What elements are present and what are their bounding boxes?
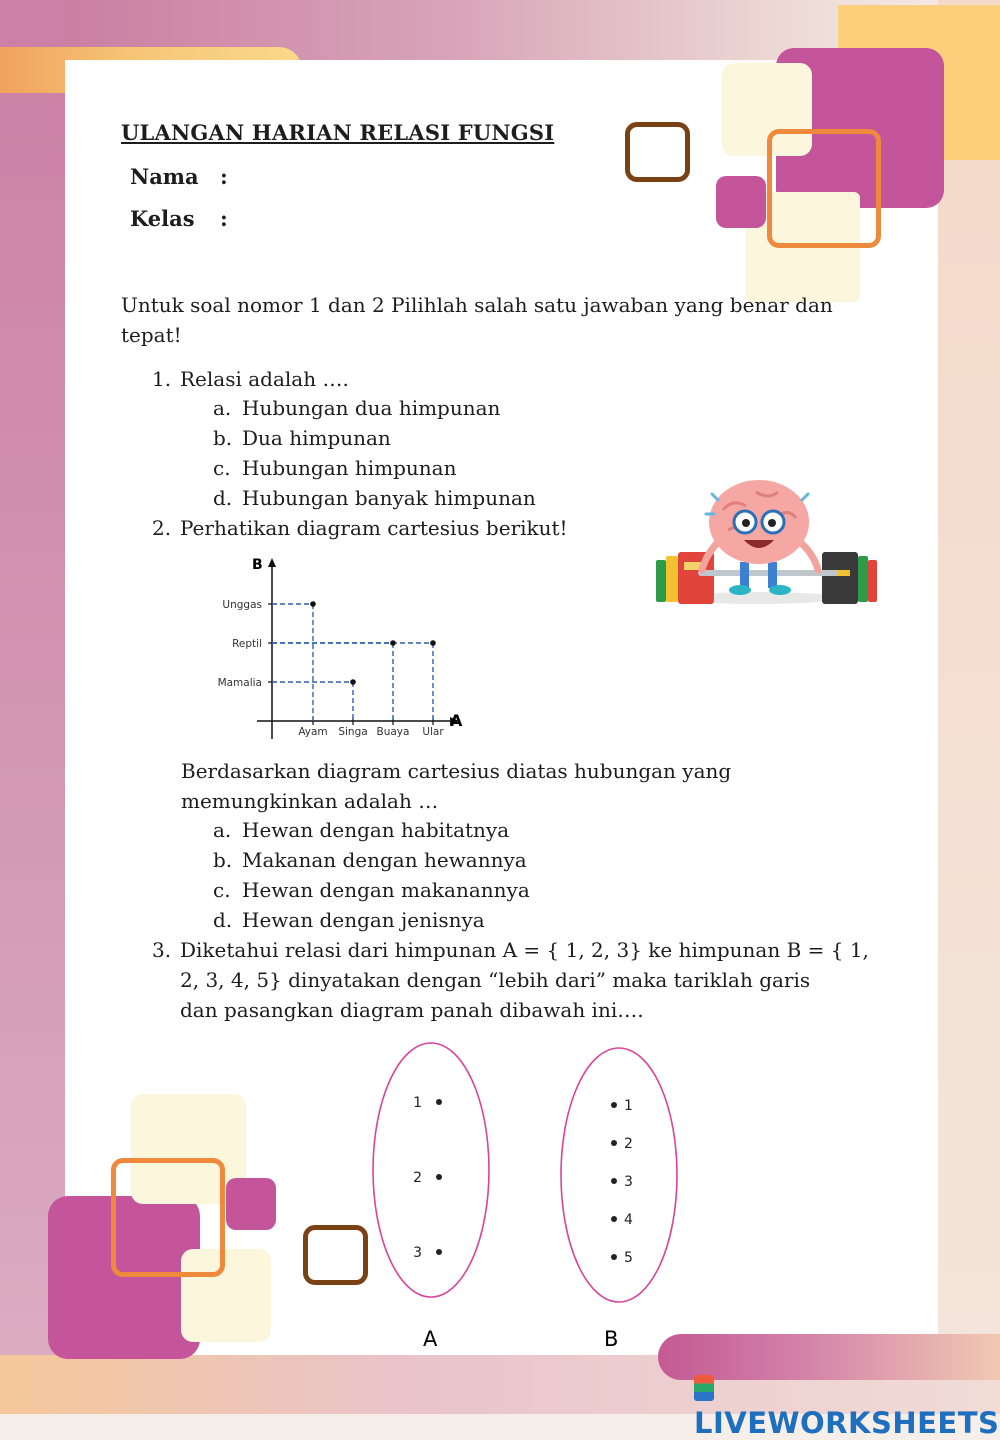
question-text: 2, 3, 4, 5} dinyatakan dengan “lebih dari” maka tariklah garis	[180, 968, 811, 992]
set-a-ellipse	[373, 1043, 489, 1297]
set-b-dot[interactable]	[611, 1140, 617, 1146]
option-text: Hubungan banyak himpunan	[242, 486, 536, 510]
decor-magenta-small-square	[716, 176, 766, 228]
question-2-followup	[181, 756, 731, 816]
option-text: Hewan dengan habitatnya	[242, 818, 510, 842]
set-a-dot[interactable]	[436, 1099, 442, 1105]
instruction-line: tepat!	[121, 323, 182, 347]
option-a[interactable]	[213, 393, 536, 423]
set-a-label: A	[423, 1327, 438, 1351]
class-colon: :	[220, 206, 228, 231]
data-point	[390, 640, 396, 646]
decor-magenta-small-square	[226, 1178, 276, 1230]
option-b[interactable]	[213, 845, 530, 875]
option-text: Hubungan dua himpunan	[242, 396, 501, 420]
question-number: 3.	[152, 938, 172, 962]
option-letter: b.	[213, 426, 233, 450]
y-axis-arrow	[268, 558, 276, 567]
set-b-element: 4	[624, 1212, 633, 1228]
background-right-band	[938, 0, 1000, 1414]
decor-orange-outline-square	[111, 1158, 225, 1277]
decor-brown-outline-square	[625, 122, 690, 182]
instruction	[121, 290, 833, 350]
class-field	[130, 206, 228, 231]
question-1-options	[213, 393, 536, 513]
option-b[interactable]	[213, 423, 536, 453]
arrow-diagram	[360, 1040, 700, 1360]
question-2	[152, 513, 568, 543]
y-tick-label: Unggas	[222, 599, 262, 611]
y-tick-label: Mamalia	[217, 677, 262, 689]
set-b-element: 2	[624, 1136, 633, 1152]
option-letter: a.	[213, 818, 232, 842]
decor-orange-outline-square	[767, 129, 881, 248]
followup-line: Berdasarkan diagram cartesius diatas hubungan yang	[181, 759, 732, 783]
option-letter: a.	[213, 396, 232, 420]
option-d[interactable]	[213, 483, 536, 513]
option-c[interactable]	[213, 875, 530, 905]
option-d[interactable]	[213, 905, 530, 935]
data-point	[350, 679, 356, 685]
option-a[interactable]	[213, 815, 530, 845]
class-label: Kelas	[130, 206, 195, 231]
brand-watermark	[694, 1372, 1000, 1440]
question-text: dan pasangkan diagram panah dibawah ini….	[180, 998, 644, 1022]
set-b-label: B	[604, 1327, 619, 1351]
x-tick-label: Ular	[422, 726, 444, 738]
y-tick-label: Reptil	[232, 638, 262, 650]
name-colon: :	[220, 164, 228, 189]
instruction-line: Untuk soal nomor 1 dan 2 Pilihlah salah satu jawaban yang benar dan	[121, 293, 833, 317]
question-number: 2.	[152, 516, 172, 540]
set-b-dot[interactable]	[611, 1254, 617, 1260]
question-2-options	[213, 815, 530, 935]
brand-text: LIVEWORKSHEETS	[694, 1406, 1000, 1440]
question-text: Diketahui relasi dari himpunan A = { 1, 2, 3} ke himpunan B = { 1,	[180, 938, 869, 962]
question-3	[152, 935, 869, 1025]
set-a-dot[interactable]	[436, 1249, 442, 1255]
set-b-ellipse	[561, 1048, 677, 1302]
decor-brown-outline-square	[303, 1225, 368, 1285]
option-letter: c.	[213, 456, 231, 480]
brain-lifting-books-icon	[628, 470, 888, 620]
option-letter: d.	[213, 486, 233, 510]
set-b-dot[interactable]	[611, 1178, 617, 1184]
worksheet-title: ULANGAN HARIAN RELASI FUNGSI	[121, 120, 555, 145]
brand-logo-icon	[694, 1375, 714, 1401]
set-a-element: 2	[413, 1170, 422, 1186]
option-letter: c.	[213, 878, 231, 902]
option-text: Hubungan himpunan	[242, 456, 457, 480]
set-b-element: 5	[624, 1250, 633, 1266]
x-tick-label: Buaya	[376, 726, 410, 738]
set-b-element: 3	[624, 1174, 633, 1190]
option-letter: b.	[213, 848, 233, 872]
set-b-dot[interactable]	[611, 1102, 617, 1108]
x-axis-label: A	[450, 711, 463, 730]
question-number: 1.	[152, 367, 172, 391]
y-axis-label: B	[252, 557, 263, 573]
cartesian-chart	[212, 553, 472, 743]
data-point	[430, 640, 436, 646]
set-b-dot[interactable]	[611, 1216, 617, 1222]
set-b-element: 1	[624, 1098, 633, 1114]
set-a-dot[interactable]	[436, 1174, 442, 1180]
name-field	[130, 164, 228, 189]
x-tick-label: Ayam	[298, 726, 328, 738]
question-text: Perhatikan diagram cartesius berikut!	[180, 516, 568, 540]
set-a-element: 3	[413, 1245, 422, 1261]
option-text: Hewan dengan jenisnya	[242, 908, 485, 932]
option-letter: d.	[213, 908, 233, 932]
option-text: Dua himpunan	[242, 426, 391, 450]
chart-axes	[257, 558, 459, 739]
followup-line: memungkinkan adalah …	[181, 789, 439, 813]
data-point	[310, 601, 316, 607]
set-a-element: 1	[413, 1095, 422, 1111]
x-tick-label: Singa	[338, 726, 368, 738]
question-text: Relasi adalah ….	[180, 367, 349, 391]
option-c[interactable]	[213, 453, 536, 483]
option-text: Makanan dengan hewannya	[242, 848, 527, 872]
option-text: Hewan dengan makanannya	[242, 878, 530, 902]
name-label: Nama	[130, 164, 199, 189]
question-1	[152, 364, 349, 394]
